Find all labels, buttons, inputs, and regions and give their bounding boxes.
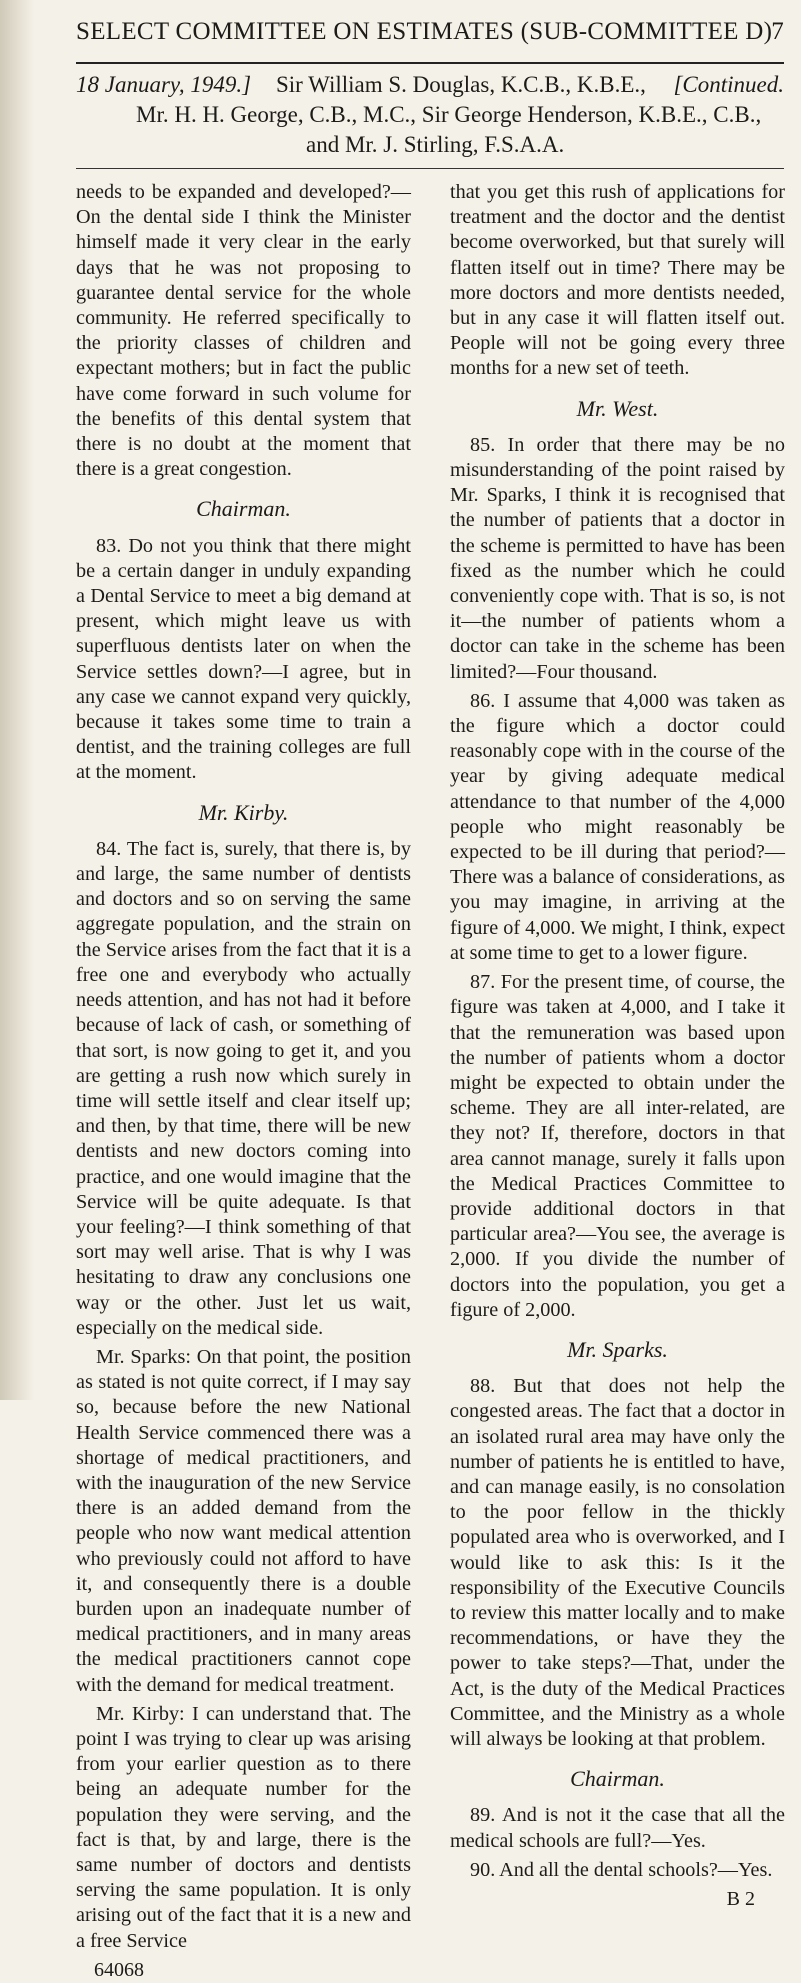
paragraph: needs to be expanded and developed?—On the dental side I think the Minister himself made it very clear in the early days that he was not proposing to guarantee dental service for the whole community. He referred specifically to the priority classes of children and expectant mothers; but in fact the public have come forward in such volume for the benefits of this dental system that there is no doubt at the moment that there is a great congestion.: [76, 181, 411, 481]
paragraph: 85. In order that there may be no misunderstanding of the point raised by Mr. Sparks, I think it is recognised that the number of patients that a doctor in the scheme is permitted to have has been fixed as the number which he could conveniently cope with. That is so, is not it—the number of patients whom a doctor can take in the scheme has been limited?—Four thousand.: [450, 433, 785, 683]
speaker-heading: Mr. Kirby.: [198, 799, 289, 825]
signature-mark: B 2: [726, 1888, 755, 1910]
paragraph: 87. For the present time, of course, the figure was taken at 4,000, and I take it that the remuneration was based upon the number of patients whom a doctor might be expected to obtain under the scheme. They are all inter-related, are they not? If, therefore, doctors in that area cannot manage, surely it falls upon the Medical Practices Committee to provide additional doctors in that particular area?—You see, the average is 2,000. If you divide the number of doctors into the population, you get a figure of 2,000.: [450, 971, 785, 1321]
witnesses-line-2: Mr. H. H. George, C.B., M.C., Sir George Henderson, K.B.E., C.B.,: [136, 102, 762, 127]
section-rule: [76, 168, 784, 169]
continued-note: [Continued.: [673, 72, 784, 97]
signature-mark: 64068: [94, 1958, 144, 1981]
paragraph: 84. The fact is, surely, that there is, by and large, the same number of dentists and doctors and so on serving the same aggregate population, and the strain on the Service arises from the fact that it is a free one and everybody who actually needs attention, and has not had it before because of lack of cash, or something of that sort, is now going to get it, and you are getting a rush now which surely in time will settle itself and clear itself up; and then, by that time, there will be new dentists and new doctors coming into practice, and one would imagine that the Service will be quite adequate. Is that your feeling?—I think something of that sort may well arise. That is why I was hesitating to draw any conclusions one way or the other. Just let us wait, especially on the medical side.: [76, 837, 411, 1339]
paragraph: 86. I assume that 4,000 was taken as the figure which a doctor could reasonably cope with in the course of the year by giving adequate medical attendance to that number of the 4,000 people who might reasonably be expected to be ill during that period?—There was a balance of considerations, as you may imagine, in arriving at the figure of 4,000. We might, I think, expect at some time to get to a lower figure.: [450, 689, 785, 964]
speaker-heading: Mr. Sparks.: [567, 1336, 668, 1362]
witnesses-line-1: Sir William S. Douglas, K.C.B., K.B.E.,: [276, 72, 646, 97]
running-title: SELECT COMMITTEE ON ESTIMATES (SUB-COMMITTEE D): [76, 18, 773, 45]
paragraph: 83. Do not you think that there might be a certain danger in unduly expanding a Dental Service to meet a big demand at present, which might leave us with superfluous dentists later on when the Service settles down?—I agree, but in any case we cannot expand very quickly, because it takes some time to train a dentist, and the training colleges are full at the moment.: [76, 534, 411, 784]
left-column: [76, 180, 411, 1983]
paragraph: 90. And all the dental schools?—Yes.: [470, 1858, 773, 1881]
header-rule: [76, 62, 784, 64]
right-column: [450, 180, 785, 1912]
paragraph: 89. And is not it the case that all the medical schools are full?—Yes.: [450, 1804, 785, 1852]
sitting-date: 18 January, 1949.]: [76, 72, 252, 97]
speaker-heading: Chairman.: [570, 1766, 665, 1792]
witnesses-line-3: and Mr. J. Stirling, F.S.A.A.: [306, 132, 565, 157]
paragraph: Mr. Sparks: On that point, the position as stated is not quite correct, if I may say so, because before the new National Health Service commenced there was a shortage of medical practitioners, and with the inauguration of the new Service there is an added demand from the people who now want medical attention who previously could not afford to have it, and consequently there is a double burden upon an inadequate number of medical practitioners, and in many areas the medical practitioners cannot cope with the demand for medical treatment.: [76, 1345, 411, 1696]
sitting-header: [76, 70, 784, 180]
speaker-heading: Mr. West.: [576, 395, 659, 421]
speaker-heading: Chairman.: [196, 496, 291, 522]
document-page: [40, 0, 790, 1981]
paragraph: Mr. Kirby: I can understand that. The point I was trying to clear up was arising from your earlier question as to there being an adequate number for the population they were serving, and the fact is that, by and large, there is the same number of doctors and dentists serving the same population. It is only arising out of the fact that it is a new and a free Service: [76, 1702, 411, 1952]
binding-shadow: [0, 0, 34, 1400]
paragraph: 88. But that does not help the congested areas. The fact that a doctor in an isolated rural area may have only the number of patients he is entitled to have, and can manage easily, is no consolation to the poor fellow in the thickly populated area who is overworked, and I would like to ask this: Is it the responsibility of the Executive Councils to review this matter locally and to make recommendations, or have they the power to take steps?—That, under the Act, is the duty of the Medical Practices Committee, and the Ministry as a whole will always be looking at that problem.: [450, 1375, 785, 1750]
running-head: [76, 18, 784, 58]
page-number: 7: [771, 18, 784, 45]
paragraph: that you get this rush of applications for treatment and the doctor and the dentist become overworked, but that surely will flatten itself out in time? There may be more doctors and more dentists needed, but in any case it will flatten itself out. People will not be going every three months for a new set of teeth.: [450, 181, 785, 380]
